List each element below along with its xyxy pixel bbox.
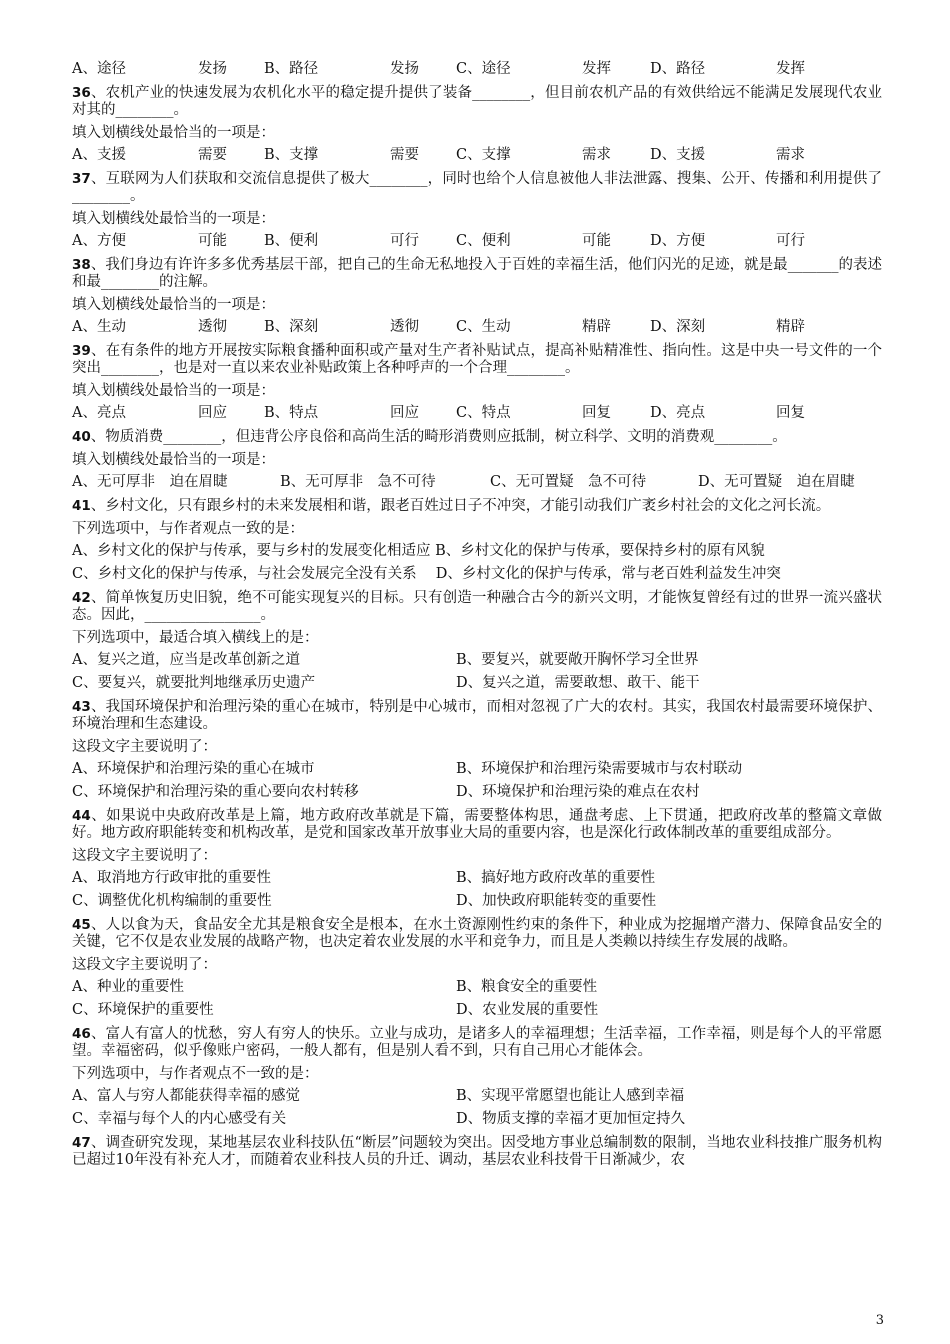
document-body bbox=[72, 58, 882, 1172]
question-40-prompt: 填入划横线处最恰当的一项是： bbox=[72, 452, 275, 468]
q42-option-d: D、复兴之道，需要敢想、敢干、能干 bbox=[456, 675, 700, 691]
q46-options-row1 bbox=[72, 1085, 882, 1108]
q37-option-b2: 可行 bbox=[390, 233, 419, 249]
q40-option-d: D、无可置疑 迫在眉睫 bbox=[698, 474, 855, 490]
q41-option-cd: C、乡村文化的保护与传承，与社会发展完全没有关系 D、乡村文化的保护与传承，常与老百姓利益发生冲突 bbox=[72, 566, 781, 582]
question-37-prompt: 填入划横线处最恰当的一项是： bbox=[72, 211, 275, 227]
question-37 bbox=[72, 171, 882, 205]
question-38-number: 38 bbox=[72, 257, 91, 273]
question-44 bbox=[72, 808, 882, 842]
q36-option-a2: 需要 bbox=[198, 147, 227, 163]
q39-option-a2: 回应 bbox=[198, 405, 227, 421]
q45-options-row2 bbox=[72, 999, 882, 1022]
question-42-prompt: 下列选项中，最适合填入横线上的是： bbox=[72, 630, 319, 646]
q45-option-a: A、种业的重要性 bbox=[72, 979, 184, 995]
q38-option-b2: 透彻 bbox=[390, 319, 419, 335]
q39-option-b1: B、特点 bbox=[264, 405, 319, 421]
question-47-text: 、调查研究发现，某地基层农业科技队伍“断层”问题较为突出。因受地方事业总编制数的限制，当地农业科技推广服务机构已超过10年没有补充人才，而随着农业科技人员的升迁、调动，基层农业科技骨干日渐减少，农 bbox=[72, 1135, 882, 1168]
q35-option-d1: D、路径 bbox=[650, 61, 706, 77]
question-37-text: 、互联网为人们获取和交流信息提供了极大________，同时也给个人信息被他人非法泄露、搜集、公开、传播和利用提供了________。 bbox=[72, 171, 882, 204]
q46-option-b: B、实现平常愿望也能让人感到幸福 bbox=[456, 1088, 685, 1104]
q38-option-c1: C、生动 bbox=[456, 319, 511, 335]
q36-option-b2: 需要 bbox=[390, 147, 419, 163]
q39-option-d1: D、亮点 bbox=[650, 405, 706, 421]
q39-option-c2: 回复 bbox=[582, 405, 611, 421]
q37-option-a2: 可能 bbox=[198, 233, 227, 249]
q44-option-b: B、搞好地方政府改革的重要性 bbox=[456, 870, 656, 886]
question-47 bbox=[72, 1135, 882, 1169]
question-45-number: 45 bbox=[72, 917, 91, 933]
question-39-text: 、在有条件的地方开展按实际粮食播种面积或产量对生产者补贴试点，提高补贴精准性、指向性。这是中央一号文件的一个突出________，也是对一直以来农业补贴政策上各种呼声的一个合理________。 bbox=[72, 343, 882, 376]
q37-option-c1: C、便利 bbox=[456, 233, 511, 249]
q43-option-b: B、环境保护和治理污染需要城市与农村联动 bbox=[456, 761, 743, 777]
q37-option-d1: D、方便 bbox=[650, 233, 706, 249]
q42-options-row1 bbox=[72, 649, 882, 672]
q38-option-a1: A、生动 bbox=[72, 319, 126, 335]
question-44-number: 44 bbox=[72, 808, 91, 824]
question-41-number: 41 bbox=[72, 498, 91, 514]
q44-option-d: D、加快政府职能转变的重要性 bbox=[456, 893, 657, 909]
q38-option-a2: 透彻 bbox=[198, 319, 227, 335]
q42-option-c: C、要复兴，就要批判地继承历史遗产 bbox=[72, 675, 316, 691]
q37-options bbox=[72, 230, 882, 253]
q42-option-b: B、要复兴，就要敞开胸怀学习全世界 bbox=[456, 652, 699, 668]
q45-option-c: C、环境保护的重要性 bbox=[72, 1002, 214, 1018]
question-46-prompt: 下列选项中，与作者观点不一致的是： bbox=[72, 1066, 319, 1082]
question-36-text: 、农机产业的快速发展为农机化水平的稳定提升提供了装备________，但目前农机产品的有效供给远不能满足发展现代农业对其的________。 bbox=[72, 85, 882, 118]
q39-option-c1: C、特点 bbox=[456, 405, 511, 421]
question-42 bbox=[72, 590, 882, 624]
question-43-number: 43 bbox=[72, 699, 91, 715]
q35-option-a2: 发扬 bbox=[198, 61, 227, 77]
question-38-prompt: 填入划横线处最恰当的一项是： bbox=[72, 297, 275, 313]
question-46 bbox=[72, 1026, 882, 1060]
q45-options-row1 bbox=[72, 976, 882, 999]
q39-option-d2: 回复 bbox=[776, 405, 805, 421]
q43-options-row1 bbox=[72, 758, 882, 781]
q36-option-b1: B、支撑 bbox=[264, 147, 319, 163]
question-42-number: 42 bbox=[72, 590, 91, 606]
question-46-text: 、富人有富人的忧愁，穷人有穷人的快乐。立业与成功，是诸多人的幸福理想；生活幸福，工作幸福，则是每个人的平常愿望。幸福密码，似乎像账户密码，一般人都有，但是别人看不到，只有自己用心才能体会。 bbox=[72, 1026, 882, 1059]
question-38 bbox=[72, 257, 882, 291]
q36-option-d2: 需求 bbox=[776, 147, 805, 163]
q36-option-c1: C、支撑 bbox=[456, 147, 511, 163]
q35-option-b2: 发扬 bbox=[390, 61, 419, 77]
q38-option-b1: B、深刻 bbox=[264, 319, 319, 335]
q46-options-row2 bbox=[72, 1108, 882, 1131]
q36-option-a1: A、支援 bbox=[72, 147, 126, 163]
question-41-text: 、乡村文化，只有跟乡村的未来发展相和谐，跟老百姓过日子不冲突，才能引动我们广袤乡村社会的文化之河长流。 bbox=[90, 498, 831, 514]
question-42-text: 、简单恢复历史旧貌，绝不可能实现复兴的目标。只有创造一种融合古今的新兴文明，才能恢复曾经有过的世界一流兴盛状态。因此，________________。 bbox=[72, 590, 882, 623]
q44-options-row2 bbox=[72, 890, 882, 913]
q43-option-a: A、环境保护和治理污染的重心在城市 bbox=[72, 761, 315, 777]
question-40-number: 40 bbox=[72, 429, 91, 445]
question-47-number: 47 bbox=[72, 1135, 91, 1151]
q37-option-d2: 可行 bbox=[776, 233, 805, 249]
q41-options-row2 bbox=[72, 563, 882, 586]
q38-options bbox=[72, 316, 882, 339]
question-45-text: 、人以食为天，食品安全尤其是粮食安全是根本，在水土资源刚性约束的条件下，种业成为挖掘增产潜力、保障食品安全的关键，它不仅是农业发展的战略产物，也决定着农业发展的水平和竞争力，而且是人类赖以持续生存发展的战略。 bbox=[72, 917, 882, 950]
q43-options-row2 bbox=[72, 781, 882, 804]
q40-option-a: A、无可厚非 迫在眉睫 bbox=[72, 474, 228, 490]
question-39-prompt: 填入划横线处最恰当的一项是： bbox=[72, 383, 275, 399]
q40-options bbox=[72, 471, 882, 494]
q35-option-c1: C、途径 bbox=[456, 61, 511, 77]
q38-option-d1: D、深刻 bbox=[650, 319, 706, 335]
q40-option-c: C、无可置疑 急不可待 bbox=[490, 474, 647, 490]
q40-option-b: B、无可厚非 急不可待 bbox=[280, 474, 436, 490]
q45-option-b: B、粮食安全的重要性 bbox=[456, 979, 598, 995]
q35-option-d2: 发挥 bbox=[776, 61, 805, 77]
q37-option-b1: B、便利 bbox=[264, 233, 319, 249]
question-43-prompt: 这段文字主要说明了： bbox=[72, 739, 217, 755]
question-36 bbox=[72, 85, 882, 119]
q39-options bbox=[72, 402, 882, 425]
question-39 bbox=[72, 343, 882, 377]
q38-option-d2: 精辟 bbox=[776, 319, 805, 335]
question-41 bbox=[72, 498, 882, 515]
q44-option-c: C、调整优化机构编制的重要性 bbox=[72, 893, 272, 909]
q36-options bbox=[72, 144, 882, 167]
q36-option-d1: D、支援 bbox=[650, 147, 706, 163]
question-44-prompt: 这段文字主要说明了： bbox=[72, 848, 217, 864]
question-41-prompt: 下列选项中，与作者观点一致的是： bbox=[72, 521, 304, 537]
q46-option-d: D、物质支撑的幸福才更加恒定持久 bbox=[456, 1111, 686, 1127]
question-43-text: 、我国环境保护和治理污染的重心在城市，特别是中心城市，而相对忽视了广大的农村。其实，我国农村最需要环境保护、环境治理和生态建设。 bbox=[72, 699, 882, 732]
q36-option-c2: 需求 bbox=[582, 147, 611, 163]
q35-option-c2: 发挥 bbox=[582, 61, 611, 77]
q39-option-a1: A、亮点 bbox=[72, 405, 126, 421]
question-36-prompt: 填入划横线处最恰当的一项是： bbox=[72, 125, 275, 141]
q46-option-c: C、幸福与每个人的内心感受有关 bbox=[72, 1111, 287, 1127]
question-40-text: 、物质消费________，但违背公序良俗和高尚生活的畸形消费则应抵制，树立科学、文明的消费观________。 bbox=[90, 429, 787, 445]
q44-option-a: A、取消地方行政审批的重要性 bbox=[72, 870, 271, 886]
q39-option-b2: 回应 bbox=[390, 405, 419, 421]
page-number: 3 bbox=[875, 1313, 884, 1328]
q45-option-d: D、农业发展的重要性 bbox=[456, 1002, 599, 1018]
q43-option-c: C、环境保护和治理污染的重心要向农村转移 bbox=[72, 784, 359, 800]
q41-option-ab: A、乡村文化的保护与传承，要与乡村的发展变化相适应 B、乡村文化的保护与传承，要保持乡村的原有风貌 bbox=[72, 543, 765, 559]
question-40 bbox=[72, 429, 882, 446]
q35-option-a1: A、途径 bbox=[72, 61, 126, 77]
q46-option-a: A、富人与穷人都能获得幸福的感觉 bbox=[72, 1088, 300, 1104]
q41-options-row1 bbox=[72, 540, 882, 563]
q42-option-a: A、复兴之道，应当是改革创新之道 bbox=[72, 652, 300, 668]
q42-options-row2 bbox=[72, 672, 882, 695]
question-39-number: 39 bbox=[72, 343, 91, 359]
question-44-text: 、如果说中央政府改革是上篇，地方政府改革就是下篇，需要整体构思，通盘考虑、上下贯通，把政府改革的整篇文章做好。地方政府职能转变和机构改革，是党和国家改革开放事业大局的重要内容，也是深化行政体制改革的重要组成部分。 bbox=[72, 808, 882, 841]
question-38-text: 、我们身边有许许多多优秀基层干部，把自己的生命无私地投入于百姓的幸福生活，他们闪光的足迹，就是最_______的表述和最________的注解。 bbox=[72, 257, 882, 290]
question-46-number: 46 bbox=[72, 1026, 91, 1042]
q37-option-a1: A、方便 bbox=[72, 233, 126, 249]
question-43 bbox=[72, 699, 882, 733]
q35-option-b1: B、路径 bbox=[264, 61, 319, 77]
q37-option-c2: 可能 bbox=[582, 233, 611, 249]
q43-option-d: D、环境保护和治理污染的难点在农村 bbox=[456, 784, 700, 800]
q38-option-c2: 精辟 bbox=[582, 319, 611, 335]
question-36-number: 36 bbox=[72, 85, 91, 101]
question-45 bbox=[72, 917, 882, 951]
q44-options-row1 bbox=[72, 867, 882, 890]
q35-options bbox=[72, 58, 882, 81]
question-45-prompt: 这段文字主要说明了： bbox=[72, 957, 217, 973]
question-37-number: 37 bbox=[72, 171, 91, 187]
